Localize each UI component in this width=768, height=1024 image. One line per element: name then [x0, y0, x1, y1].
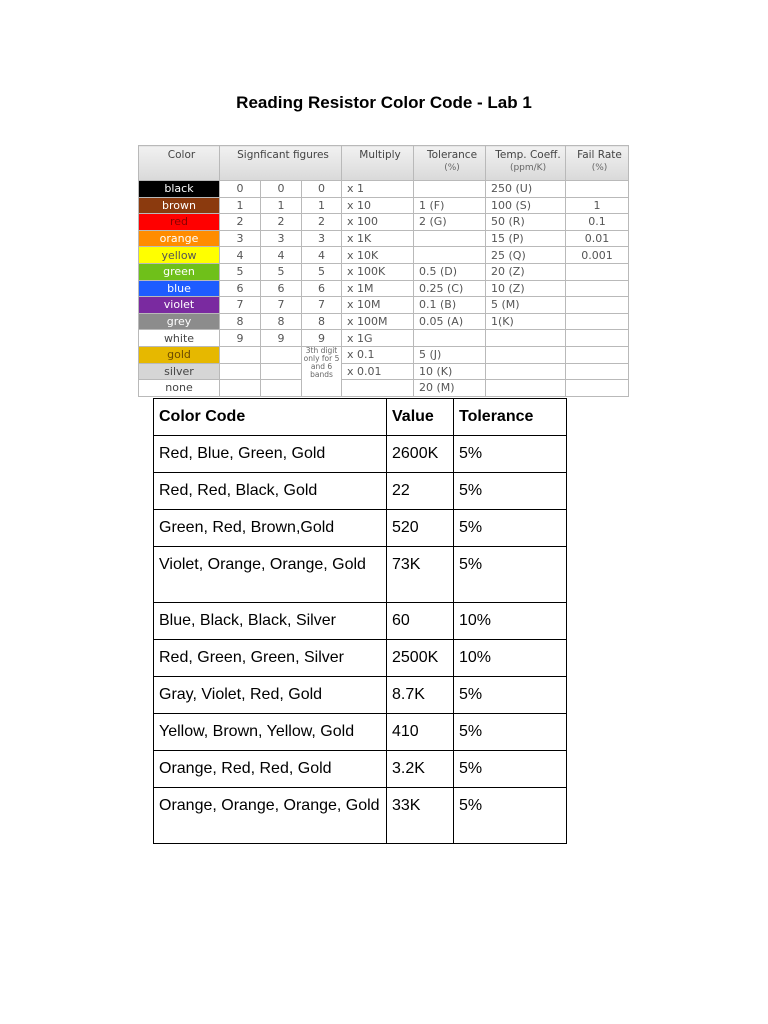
color-code-cell: Red, Blue, Green, Gold [154, 436, 387, 473]
chart-tolerance: 0.05 (A) [414, 313, 486, 330]
chart-multiplier: x 10 [342, 197, 414, 214]
chart-color-name: grey [139, 313, 220, 330]
chart-digit-1: 7 [220, 297, 261, 314]
chart-digit-2: 7 [261, 297, 302, 314]
chart-digit-3: 3 [302, 230, 342, 247]
table-row [154, 640, 567, 677]
value-cell: 410 [387, 714, 454, 751]
results-header-code: Color Code [154, 399, 387, 436]
chart-color-name: blue [139, 280, 220, 297]
chart-row [139, 230, 629, 247]
chart-digit-3: 2 [302, 214, 342, 231]
chart-digit-2 [261, 346, 302, 363]
tolerance-cell: 5% [454, 788, 567, 844]
color-code-cell: Blue, Black, Black, Silver [154, 603, 387, 640]
chart-row [139, 263, 629, 280]
color-code-cell: Orange, Orange, Orange, Gold [154, 788, 387, 844]
results-header-tolerance: Tolerance [454, 399, 567, 436]
chart-temp-coeff: 5 (M) [486, 297, 566, 314]
value-cell: 2600K [387, 436, 454, 473]
chart-tolerance: 0.5 (D) [414, 263, 486, 280]
chart-color-name: black [139, 181, 220, 198]
chart-temp-coeff: 100 (S) [486, 197, 566, 214]
color-code-cell: Red, Green, Green, Silver [154, 640, 387, 677]
chart-header-tolerance: Tolerance (%) [414, 146, 486, 181]
table-row [154, 436, 567, 473]
chart-color-name: green [139, 263, 220, 280]
color-code-cell: Orange, Red, Red, Gold [154, 751, 387, 788]
chart-fail-rate: 1 [566, 197, 629, 214]
chart-tolerance: 0.25 (C) [414, 280, 486, 297]
chart-temp-coeff: 1(K) [486, 313, 566, 330]
chart-digit-3: 7 [302, 297, 342, 314]
chart-row [139, 346, 629, 363]
chart-digit-1: 4 [220, 247, 261, 264]
chart-multiplier: x 100K [342, 263, 414, 280]
chart-digit-3: 4 [302, 247, 342, 264]
chart-multiplier: x 0.01 [342, 363, 414, 380]
chart-digit-3: 0 [302, 181, 342, 198]
chart-temp-coeff: 15 (P) [486, 230, 566, 247]
chart-multiplier: x 1G [342, 330, 414, 347]
value-cell: 2500K [387, 640, 454, 677]
color-code-cell: Green, Red, Brown,Gold [154, 510, 387, 547]
chart-header-significant: Signficant figures [220, 146, 342, 181]
value-cell: 60 [387, 603, 454, 640]
chart-digit-3: 6 [302, 280, 342, 297]
chart-temp-coeff [486, 346, 566, 363]
chart-fail-rate [566, 346, 629, 363]
table-row [154, 510, 567, 547]
chart-tolerance: 20 (M) [414, 380, 486, 397]
chart-digit-1 [220, 346, 261, 363]
resistor-color-chart [138, 145, 629, 397]
chart-digit-2 [261, 363, 302, 380]
color-code-cell: Yellow, Brown, Yellow, Gold [154, 714, 387, 751]
chart-digit-1: 0 [220, 181, 261, 198]
tolerance-cell: 5% [454, 751, 567, 788]
chart-digit-2 [261, 380, 302, 397]
chart-color-name: red [139, 214, 220, 231]
chart-tolerance: 2 (G) [414, 214, 486, 231]
chart-multiplier: x 1K [342, 230, 414, 247]
table-row [154, 547, 567, 603]
value-cell: 3.2K [387, 751, 454, 788]
chart-header-multiply: Multiply [342, 146, 414, 181]
results-header-row [154, 399, 567, 436]
chart-third-digit-note: 3th digit only for 5 and 6 bands [302, 346, 342, 396]
tolerance-cell: 5% [454, 547, 567, 603]
chart-color-name: white [139, 330, 220, 347]
table-row [154, 677, 567, 714]
chart-multiplier: x 10M [342, 297, 414, 314]
table-row [154, 473, 567, 510]
chart-row [139, 363, 629, 380]
chart-color-name: none [139, 380, 220, 397]
results-table [153, 398, 567, 844]
chart-color-name: yellow [139, 247, 220, 264]
tolerance-cell: 5% [454, 510, 567, 547]
table-row [154, 788, 567, 844]
chart-digit-1: 9 [220, 330, 261, 347]
chart-row [139, 214, 629, 231]
tolerance-cell: 5% [454, 714, 567, 751]
chart-header-fail: Fail Rate (%) [566, 146, 629, 181]
chart-multiplier: x 1 [342, 181, 414, 198]
chart-multiplier: x 100 [342, 214, 414, 231]
chart-temp-coeff: 50 (R) [486, 214, 566, 231]
chart-fail-rate [566, 380, 629, 397]
chart-multiplier: x 10K [342, 247, 414, 264]
chart-multiplier: x 100M [342, 313, 414, 330]
chart-digit-1: 3 [220, 230, 261, 247]
chart-row [139, 247, 629, 264]
chart-row [139, 313, 629, 330]
chart-temp-coeff [486, 363, 566, 380]
tolerance-cell: 5% [454, 677, 567, 714]
chart-digit-3: 5 [302, 263, 342, 280]
chart-tolerance: 10 (K) [414, 363, 486, 380]
chart-digit-2: 2 [261, 214, 302, 231]
chart-digit-2: 8 [261, 313, 302, 330]
tolerance-cell: 10% [454, 603, 567, 640]
tolerance-cell: 5% [454, 436, 567, 473]
chart-tolerance: 1 (F) [414, 197, 486, 214]
chart-multiplier: x 1M [342, 280, 414, 297]
chart-fail-rate [566, 280, 629, 297]
value-cell: 520 [387, 510, 454, 547]
chart-color-name: orange [139, 230, 220, 247]
chart-row [139, 297, 629, 314]
chart-temp-coeff: 10 (Z) [486, 280, 566, 297]
results-header-value: Value [387, 399, 454, 436]
chart-digit-1: 2 [220, 214, 261, 231]
chart-row [139, 280, 629, 297]
chart-digit-3: 8 [302, 313, 342, 330]
chart-color-name: violet [139, 297, 220, 314]
chart-tolerance [414, 230, 486, 247]
chart-fail-rate [566, 363, 629, 380]
chart-fail-rate [566, 313, 629, 330]
chart-temp-coeff: 20 (Z) [486, 263, 566, 280]
chart-row [139, 181, 629, 198]
chart-digit-1: 8 [220, 313, 261, 330]
chart-tolerance: 0.1 (B) [414, 297, 486, 314]
color-code-cell: Gray, Violet, Red, Gold [154, 677, 387, 714]
chart-multiplier: x 0.1 [342, 346, 414, 363]
table-row [154, 603, 567, 640]
chart-temp-coeff [486, 380, 566, 397]
chart-color-name: gold [139, 346, 220, 363]
chart-header-color: Color [139, 146, 220, 181]
table-row [154, 714, 567, 751]
chart-digit-2: 0 [261, 181, 302, 198]
chart-digit-2: 3 [261, 230, 302, 247]
value-cell: 22 [387, 473, 454, 510]
color-code-cell: Violet, Orange, Orange, Gold [154, 547, 387, 603]
chart-row [139, 380, 629, 397]
chart-digit-2: 4 [261, 247, 302, 264]
chart-multiplier [342, 380, 414, 397]
chart-digit-3: 9 [302, 330, 342, 347]
chart-header-row [139, 146, 629, 181]
chart-fail-rate [566, 330, 629, 347]
chart-temp-coeff: 25 (Q) [486, 247, 566, 264]
chart-row [139, 330, 629, 347]
value-cell: 8.7K [387, 677, 454, 714]
chart-tolerance [414, 330, 486, 347]
chart-fail-rate [566, 181, 629, 198]
chart-temp-coeff [486, 330, 566, 347]
chart-fail-rate: 0.001 [566, 247, 629, 264]
tolerance-cell: 10% [454, 640, 567, 677]
chart-fail-rate [566, 297, 629, 314]
chart-fail-rate: 0.1 [566, 214, 629, 231]
color-code-cell: Red, Red, Black, Gold [154, 473, 387, 510]
chart-digit-2: 1 [261, 197, 302, 214]
chart-digit-1: 5 [220, 263, 261, 280]
chart-fail-rate [566, 263, 629, 280]
chart-digit-3: 1 [302, 197, 342, 214]
table-row [154, 751, 567, 788]
chart-color-name: silver [139, 363, 220, 380]
chart-digit-2: 9 [261, 330, 302, 347]
chart-digit-1: 6 [220, 280, 261, 297]
chart-tolerance: 5 (J) [414, 346, 486, 363]
page-title: Reading Resistor Color Code - Lab 1 [236, 93, 532, 112]
chart-digit-1: 1 [220, 197, 261, 214]
chart-digit-1 [220, 380, 261, 397]
value-cell: 73K [387, 547, 454, 603]
chart-fail-rate: 0.01 [566, 230, 629, 247]
chart-digit-2: 5 [261, 263, 302, 280]
value-cell: 33K [387, 788, 454, 844]
chart-temp-coeff: 250 (U) [486, 181, 566, 198]
tolerance-cell: 5% [454, 473, 567, 510]
chart-digit-2: 6 [261, 280, 302, 297]
chart-header-temp: Temp. Coeff. (ppm/K) [486, 146, 566, 181]
chart-digit-1 [220, 363, 261, 380]
chart-tolerance [414, 181, 486, 198]
chart-tolerance [414, 247, 486, 264]
chart-row [139, 197, 629, 214]
chart-color-name: brown [139, 197, 220, 214]
